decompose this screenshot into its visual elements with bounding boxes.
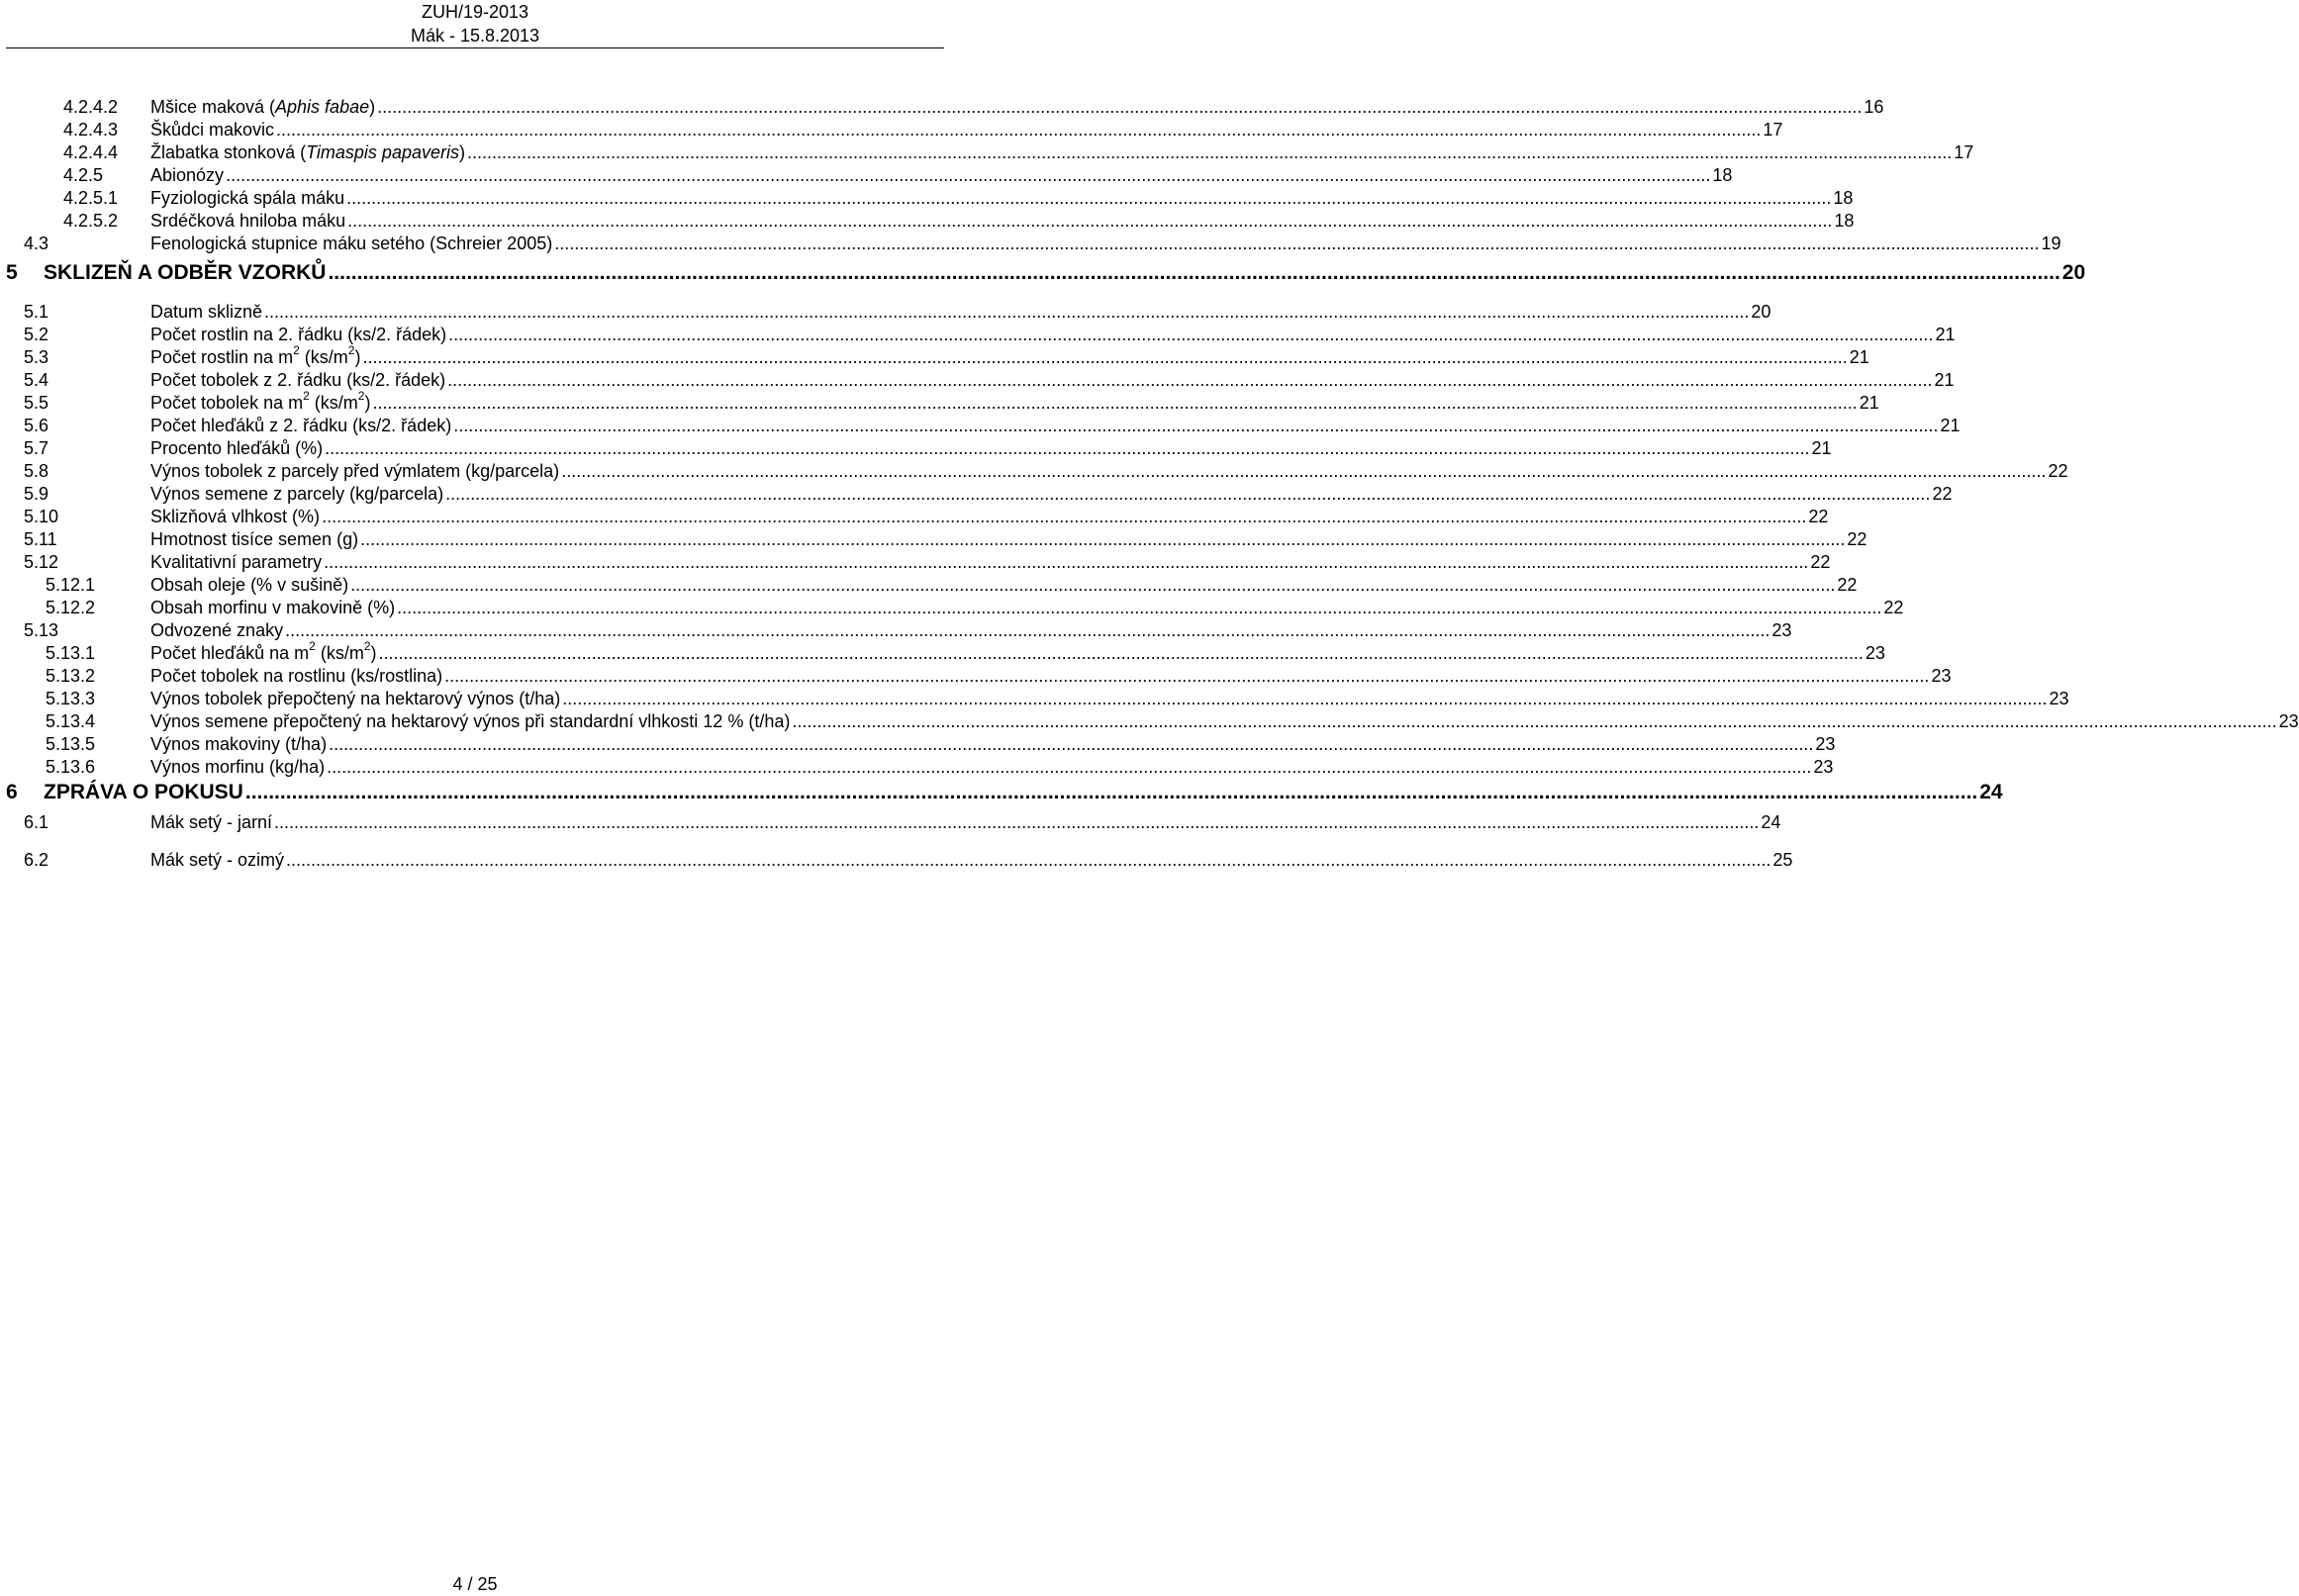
toc-dot-leader: ............................................................................................................................................................................................................................................................................................................ (244, 781, 1978, 803)
toc-entry-number: 5.11 (24, 529, 57, 549)
toc-entry[interactable] (0, 848, 1793, 872)
toc-entry[interactable] (0, 163, 1733, 187)
toc-entry-line (150, 459, 2068, 483)
toc-entry-title: Výnos tobolek přepočtený na hektarový výnos (t/ha) (150, 689, 561, 708)
toc-entry-number: 5.13.3 (46, 689, 96, 708)
toc-entry-line (150, 300, 1772, 324)
toc-dot-leader: ............................................................................................................................................................................................................................................................................................................ (329, 734, 1814, 754)
toc-entry-title: Počet tobolek na rostlinu (ks/rostlina) (150, 666, 443, 686)
toc-entry-page: 17 (1763, 120, 1783, 140)
toc-entry-title: SKLIZEŇ A ODBĚR VZORKŮ (44, 261, 327, 284)
toc-entry-line (150, 810, 1781, 834)
toc-entry-line (150, 414, 1961, 437)
toc-entry-line (150, 389, 1879, 415)
toc-dot-leader: ............................................................................................................................................................................................................................................................................................................ (362, 347, 1848, 367)
toc-entry-line (150, 343, 1869, 369)
toc-entry-number: 5.10 (24, 507, 59, 526)
toc-entry-line (150, 186, 1854, 210)
toc-entry-page: 23 (1865, 643, 1885, 663)
toc-dot-leader: ............................................................................................................................................................................................................................................................................................................ (444, 666, 1930, 686)
toc-entry[interactable] (0, 209, 1855, 233)
toc-entry[interactable] (0, 664, 1952, 688)
toc-entry-line (150, 573, 1858, 597)
toc-entry-line (150, 527, 1868, 551)
toc-entry-line (150, 141, 1974, 164)
toc-entry[interactable] (0, 810, 1781, 834)
toc-entry[interactable] (0, 414, 1961, 437)
toc-entry-page: 22 (1883, 598, 1904, 617)
toc-dot-leader: ............................................................................................................................................................................................................................................................................................................ (328, 261, 2060, 284)
toc-entry-title: Počet rostlin na 2. řádku (ks/2. řádek) (150, 325, 447, 344)
toc-entry-line (150, 664, 1952, 688)
toc-entry-line (150, 687, 2069, 710)
toc-dot-leader: ............................................................................................................................................................................................................................................................................................................ (453, 416, 1939, 435)
toc-entry-number: 5.13 (24, 620, 59, 640)
toc-entry-title: Fyziologická spála máku (150, 188, 345, 208)
toc-entry-page: 19 (2041, 234, 2061, 253)
toc-entry-title: Odvozené znaky (150, 620, 284, 640)
document-code: ZUH/19-2013 (421, 2, 529, 22)
toc-entry-page: 23 (2278, 711, 2299, 731)
toc-entry-page: 21 (1934, 370, 1955, 390)
toc-entry-line (150, 550, 1831, 574)
toc-dot-leader: ............................................................................................................................................................................................................................................................................................................ (397, 598, 1882, 617)
toc-dot-leader: ............................................................................................................................................................................................................................................................................................................ (276, 120, 1762, 140)
toc-entry-page: 21 (1849, 347, 1869, 367)
toc-dot-leader: ............................................................................................................................................................................................................................................................................................................ (447, 370, 1933, 390)
toc-entry-line (150, 209, 1855, 233)
toc-entry-title: Mák setý - jarní (150, 812, 273, 832)
toc-dot-leader: ............................................................................................................................................................................................................................................................................................................ (226, 165, 1711, 185)
toc-entry-page: 23 (1772, 620, 1792, 640)
toc-entry-title: Fenologická stupnice máku setého (Schreier 2005) (150, 234, 553, 253)
toc-entry-page: 25 (1772, 850, 1793, 870)
toc-entry-number: 5.13.1 (46, 643, 96, 663)
toc-entry[interactable] (0, 323, 1956, 346)
toc-entry-page: 21 (1859, 393, 1879, 413)
toc-entry-line (150, 505, 1829, 528)
toc-entry-title: Počet tobolek na $m^2$ $(ks/m^2)$ (150, 389, 371, 413)
toc-entry-number: 5.12.1 (46, 575, 96, 595)
toc-entry-page: 22 (1810, 552, 1831, 572)
toc-dot-leader: ............................................................................................................................................................................................................................................................................................................ (792, 711, 2277, 731)
toc-entry-number: 5.6 (24, 416, 49, 435)
toc-entry-line (150, 436, 1832, 460)
toc-entry-number: 5.13.4 (46, 711, 96, 731)
toc-entry-line (150, 118, 1783, 141)
toc-entry-page: 24 (1979, 781, 2003, 803)
toc-entry-number: 5.13.2 (46, 666, 96, 686)
toc-entry-number: 5.9 (24, 484, 49, 504)
toc-dot-leader: ............................................................................................................................................................................................................................................................................................................ (448, 325, 1934, 344)
toc-entry-number: 6.1 (24, 812, 49, 832)
toc-entry-line (150, 732, 1836, 756)
toc-entry-title: Mšice maková (Aphis fabae) (150, 97, 376, 117)
toc-entry[interactable] (0, 232, 2061, 255)
toc-entry-title: Obsah morfinu v makovině (%) (150, 598, 396, 617)
toc-entry[interactable] (0, 550, 1831, 574)
toc-entry-title: Obsah oleje (% v sušině) (150, 575, 349, 595)
toc-entry-page: 17 (1954, 142, 1974, 162)
toc-entry[interactable] (0, 300, 1772, 324)
toc-entry-number: 5.3 (24, 347, 49, 367)
document-subtitle: Mák - 15.8.2013 (410, 26, 540, 46)
toc-entry-title: Výnos makoviny (t/ha) (150, 734, 328, 754)
toc-entry-line (150, 163, 1733, 187)
toc-entry-number: 5.7 (24, 438, 49, 458)
toc-entry-title: Počet hleďáků na $m^2$ $(ks/m^2)$ (150, 639, 377, 663)
toc-dot-leader: ............................................................................................................................................................................................................................................................................................................ (285, 620, 1771, 640)
toc-entry-number: 4.2.5 (63, 165, 104, 185)
toc-entry-page: 20 (2061, 261, 2086, 284)
toc-entry-title: Výnos morfinu (kg/ha) (150, 757, 326, 777)
toc-entry[interactable] (0, 459, 2068, 483)
toc-entry[interactable] (0, 482, 1953, 506)
toc-entry[interactable] (0, 436, 1832, 460)
toc-entry-line (150, 482, 1953, 506)
toc-entry-number: 4.2.4.2 (63, 97, 119, 117)
toc-entry[interactable] (0, 118, 1783, 141)
toc-entry-title: Výnos tobolek z parcely před výmlatem (kg/parcela) (150, 461, 560, 481)
toc-entry-line (44, 258, 2086, 288)
toc-entry-number: 5.8 (24, 461, 49, 481)
toc-entry-page: 22 (1808, 507, 1829, 526)
toc-entry[interactable] (0, 258, 2086, 288)
toc-entry[interactable] (0, 596, 1904, 619)
toc-entry-number: 5.2 (24, 325, 49, 344)
toc-dot-leader: ............................................................................................................................................................................................................................................................................................................ (327, 757, 1812, 777)
toc-dot-leader: ............................................................................................................................................................................................................................................................................................................ (350, 575, 1836, 595)
page-number: 4 / 25 (452, 1574, 498, 1594)
toc-entry-line (150, 709, 2299, 733)
toc-dot-leader: ............................................................................................................................................................................................................................................................................................................ (554, 234, 2040, 253)
toc-dot-leader: ............................................................................................................................................................................................................................................................................................................ (378, 643, 1864, 663)
page-header (0, 0, 950, 47)
toc-dot-leader: ............................................................................................................................................................................................................................................................................................................ (324, 552, 1809, 572)
toc-entry-title: ZPRÁVA O POKUSU (44, 781, 243, 803)
toc-entry[interactable] (0, 639, 1885, 665)
toc-entry-title: Mák setý - ozimý (150, 850, 285, 870)
toc-entry-page: 18 (1834, 211, 1855, 231)
toc-entry[interactable] (0, 778, 2003, 807)
toc-entry-line (150, 232, 2061, 255)
toc-entry-title: Počet tobolek z 2. řádku (ks/2. řádek) (150, 370, 446, 390)
toc-entry-title: Srdéčková hniloba máku (150, 211, 346, 231)
toc-entry-number: 5.4 (24, 370, 49, 390)
toc-entry-number: 5.5 (24, 393, 49, 413)
header-divider (6, 47, 944, 48)
toc-entry-number: 5.12 (24, 552, 59, 572)
toc-entry[interactable] (0, 186, 1854, 210)
toc-entry-page: 20 (1751, 302, 1772, 322)
toc-dot-leader: ............................................................................................................................................................................................................................................................................................................ (322, 507, 1807, 526)
toc-dot-leader: ............................................................................................................................................................................................................................................................................................................ (360, 529, 1846, 549)
toc-entry-line (150, 368, 1955, 392)
toc-entry[interactable] (0, 732, 1836, 756)
toc-entry-page: 23 (1815, 734, 1836, 754)
toc-entry-title: Procento hleďáků (%) (150, 438, 324, 458)
toc-entry-page: 22 (1837, 575, 1858, 595)
toc-dot-leader: ............................................................................................................................................................................................................................................................................................................ (325, 438, 1810, 458)
toc-entry[interactable] (0, 343, 1869, 369)
toc-entry[interactable] (0, 95, 1884, 119)
toc-entry-line (150, 95, 1884, 119)
toc-entry-number: 4.2.5.2 (63, 211, 119, 231)
toc-entry-page: 23 (1931, 666, 1952, 686)
toc-entry-title: Datum sklizně (150, 302, 263, 322)
toc-entry-number: 5 (6, 261, 18, 284)
toc-entry-line (150, 596, 1904, 619)
toc-entry-page: 21 (1811, 438, 1832, 458)
toc-entry[interactable] (0, 141, 1974, 164)
toc-entry-page: 21 (1935, 325, 1956, 344)
toc-entry-page: 22 (1932, 484, 1953, 504)
toc-entry[interactable] (0, 573, 1858, 597)
toc-dot-leader: ............................................................................................................................................................................................................................................................................................................ (346, 188, 1832, 208)
toc-entry-number: 5.13.6 (46, 757, 96, 777)
toc-dot-leader: ............................................................................................................................................................................................................................................................................................................ (466, 142, 1953, 162)
toc-dot-leader: ............................................................................................................................................................................................................................................................................................................ (286, 850, 1772, 870)
toc-entry-number: 5.1 (24, 302, 49, 322)
toc-entry-title: Hmotnost tisíce semen (g) (150, 529, 359, 549)
toc-entry[interactable] (0, 687, 2069, 710)
toc-dot-leader: ............................................................................................................................................................................................................................................................................................................ (561, 461, 2047, 481)
toc-entry-page: 23 (1813, 757, 1834, 777)
toc-entry-number: 4.3 (24, 234, 49, 253)
toc-entry-number: 6.2 (24, 850, 49, 870)
page-footer (0, 1572, 950, 1596)
toc-entry[interactable] (0, 527, 1868, 551)
toc-entry-line (150, 639, 1885, 665)
toc-entry-line (150, 323, 1956, 346)
toc-dot-leader: ............................................................................................................................................................................................................................................................................................................ (377, 97, 1863, 117)
toc-entry-title: Kvalitativní parametry (150, 552, 323, 572)
toc-entry-number: 5.12.2 (46, 598, 96, 617)
toc-entry-line (44, 778, 2003, 807)
toc-entry-number: 4.2.4.4 (63, 142, 119, 162)
toc-entry-title: Abionózy (150, 165, 225, 185)
toc-dot-leader: ............................................................................................................................................................................................................................................................................................................ (445, 484, 1931, 504)
toc-entry-title: Sklizňová vlhkost (%) (150, 507, 321, 526)
toc-dot-leader: ............................................................................................................................................................................................................................................................................................................ (274, 812, 1760, 832)
toc-entry-number: 6 (6, 781, 18, 803)
toc-entry-title: Počet rostlin na $m^2$ $(ks/m^2)$ (150, 343, 361, 367)
toc-entry-page: 24 (1761, 812, 1781, 832)
toc-entry-number: 4.2.4.3 (63, 120, 119, 140)
toc-dot-leader: ............................................................................................................................................................................................................................................................................................................ (347, 211, 1833, 231)
toc-entry-page: 22 (1847, 529, 1868, 549)
toc-entry-title: Žlabatka stonková (Timaspis papaveris) (150, 142, 465, 162)
toc-entry[interactable] (0, 368, 1955, 392)
toc-entry[interactable] (0, 618, 1792, 642)
toc-entry-page: 23 (2049, 689, 2069, 708)
toc-entry-title: Výnos semene přepočtený na hektarový výnos při standardní vlhkosti 12 % (t/ha) (150, 711, 791, 731)
toc-entry-title: Počet hleďáků z 2. řádku (ks/2. řádek) (150, 416, 452, 435)
toc-entry-page: 18 (1833, 188, 1854, 208)
toc-entry[interactable] (0, 709, 2299, 733)
toc-entry-line (150, 618, 1792, 642)
toc-entry-page: 22 (2048, 461, 2068, 481)
toc-entry-title: Výnos semene z parcely (kg/parcela) (150, 484, 444, 504)
toc-entry-title: Škůdci makovic (150, 120, 275, 140)
toc-dot-leader: ............................................................................................................................................................................................................................................................................................................ (562, 689, 2048, 708)
toc-dot-leader: ............................................................................................................................................................................................................................................................................................................ (372, 393, 1858, 413)
toc-entry-number: 5.13.5 (46, 734, 96, 754)
toc-entry-line (150, 848, 1793, 872)
toc-entry-line (150, 755, 1834, 779)
toc-entry-page: 21 (1940, 416, 1961, 435)
toc-entry-page: 18 (1712, 165, 1733, 185)
toc-entry[interactable] (0, 389, 1879, 415)
toc-dot-leader: ............................................................................................................................................................................................................................................................................................................ (264, 302, 1750, 322)
toc-entry[interactable] (0, 755, 1834, 779)
toc-entry[interactable] (0, 505, 1829, 528)
toc-entry-page: 16 (1864, 97, 1884, 117)
toc-entry-number: 4.2.5.1 (63, 188, 119, 208)
